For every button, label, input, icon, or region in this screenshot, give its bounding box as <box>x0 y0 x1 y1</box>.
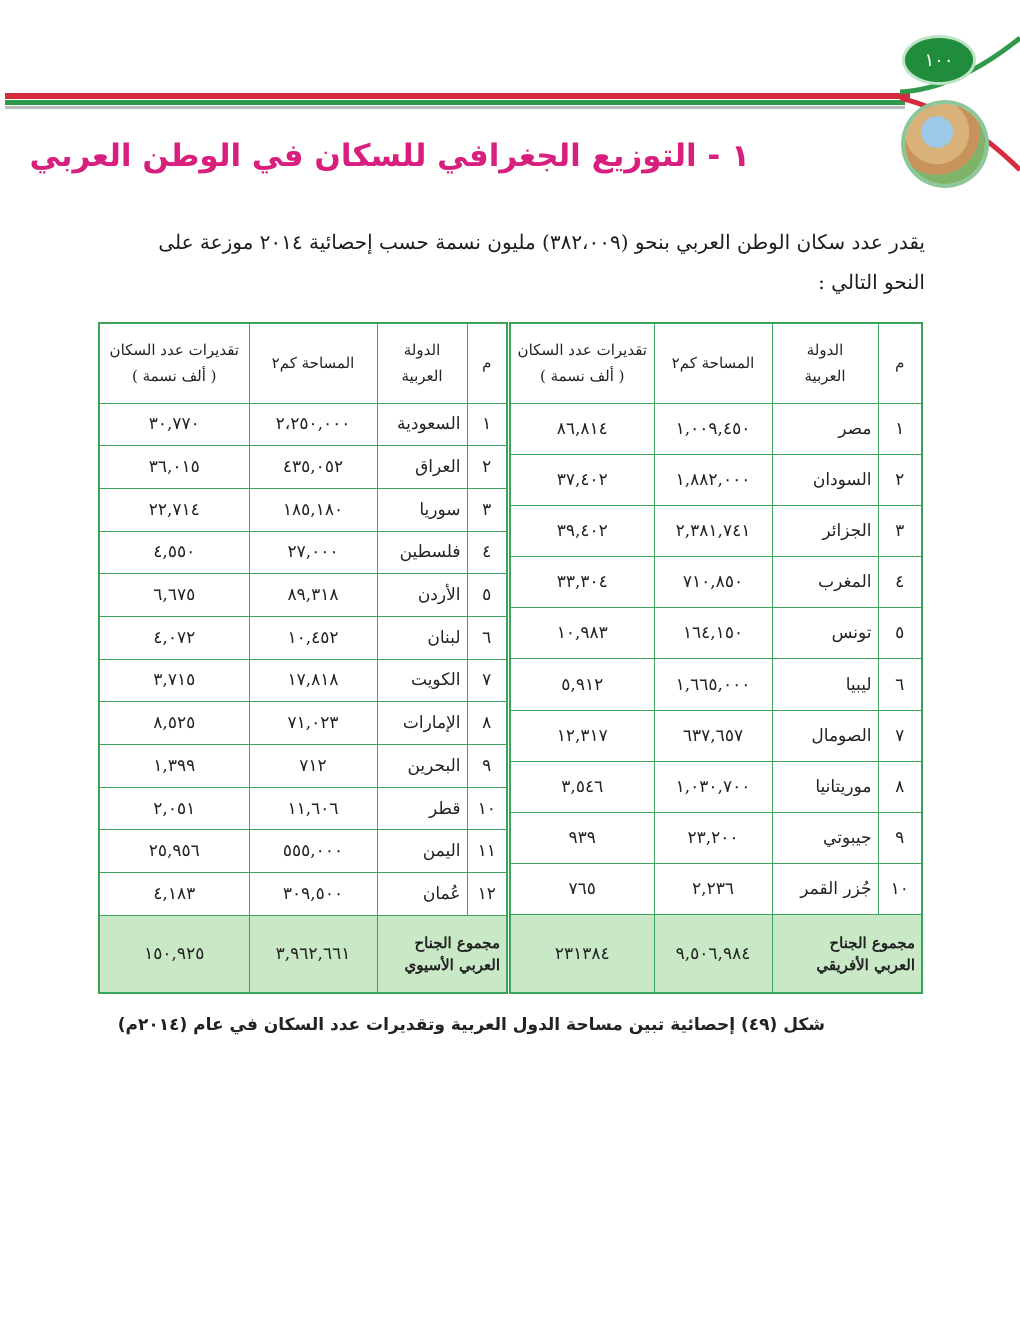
row-country: تونس <box>772 608 878 659</box>
row-area: ٢٧,٠٠٠ <box>249 531 377 574</box>
table-row <box>99 702 507 745</box>
header-country <box>772 323 878 403</box>
row-country: جُزر القمر <box>772 864 878 915</box>
row-country: الأردن <box>377 574 467 617</box>
header-pop-line2: ( ألف نسمة ) <box>131 367 217 386</box>
row-number: ١٢ <box>467 873 507 916</box>
header-area: المساحة كم٢ <box>249 323 377 403</box>
row-country: قطر <box>377 787 467 830</box>
row-area: ٣٠٩,٥٠٠ <box>249 873 377 916</box>
total-population: ٢٣١٣٨٤ <box>510 915 654 993</box>
header-pop-line2: ( ألف نسمة ) <box>539 367 625 386</box>
row-number: ٥ <box>878 608 922 659</box>
row-area: ١١,٦٠٦ <box>249 787 377 830</box>
row-number: ٣ <box>467 488 507 531</box>
map-thumbnail-icon <box>905 104 985 184</box>
total-label-line2: العربي الأسيوي <box>404 956 500 974</box>
row-country: البحرين <box>377 745 467 788</box>
total-area: ٩,٥٠٦,٩٨٤ <box>654 915 772 993</box>
row-country: العراق <box>377 446 467 489</box>
row-number: ٩ <box>878 813 922 864</box>
row-area: ١,٨٨٢,٠٠٠ <box>654 454 772 505</box>
row-population: ٥,٩١٢ <box>510 659 654 710</box>
row-country: الجزائر <box>772 505 878 556</box>
row-population: ٦,٦٧٥ <box>99 574 249 617</box>
row-number: ١ <box>878 403 922 454</box>
row-country: السودان <box>772 454 878 505</box>
total-label-line1: مجموع الجناح <box>414 934 500 952</box>
asian-countries-table <box>98 322 508 994</box>
row-country: المغرب <box>772 557 878 608</box>
intro-line-1: يقدر عدد سكان الوطن العربي بنحو (٣٨٢،٠٠٩) مليون نسمة حسب إحصائية ٢٠١٤ موزعة على <box>158 230 925 254</box>
total-area: ٣,٩٦٢,٦٦١ <box>249 915 377 993</box>
row-number: ١٠ <box>467 787 507 830</box>
table-row <box>510 608 922 659</box>
row-area: ١,٠٠٩,٤٥٠ <box>654 403 772 454</box>
row-area: ٧١٠,٨٥٠ <box>654 557 772 608</box>
row-population: ٢٢,٧١٤ <box>99 488 249 531</box>
row-number: ٧ <box>878 710 922 761</box>
page-number-badge: ١٠٠ <box>905 38 973 82</box>
figure-caption: شكل (٤٩) إحصائية تبين مساحة الدول العربية وتقديرات عدد السكان في عام (٢٠١٤م) <box>117 1015 825 1035</box>
table-row <box>510 403 922 454</box>
row-number: ٧ <box>467 659 507 702</box>
table-row <box>99 446 507 489</box>
row-country: الإمارات <box>377 702 467 745</box>
row-population: ٢,٠٥١ <box>99 787 249 830</box>
row-population: ١,٣٩٩ <box>99 745 249 788</box>
row-number: ٦ <box>878 659 922 710</box>
total-label-line2: العربي الأفريقي <box>816 955 915 974</box>
row-area: ٧١,٠٢٣ <box>249 702 377 745</box>
row-area: ٤٣٥,٠٥٢ <box>249 446 377 489</box>
row-number: ٣ <box>878 505 922 556</box>
row-number: ١٠ <box>878 864 922 915</box>
row-country: فلسطين <box>377 531 467 574</box>
intro-line-2: النحو التالي : <box>818 270 925 294</box>
row-country: لبنان <box>377 616 467 659</box>
table-row <box>510 557 922 608</box>
section-title: ١ - التوزيع الجغرافي للسكان في الوطن العربي <box>29 138 750 174</box>
table-row <box>510 813 922 864</box>
row-area: ١٨٥,١٨٠ <box>249 488 377 531</box>
header-country-line2: العربية <box>804 367 846 386</box>
header-stripe-green <box>5 100 905 105</box>
row-area: ٧١٢ <box>249 745 377 788</box>
row-number: ١ <box>467 403 507 446</box>
row-country: اليمن <box>377 830 467 873</box>
row-area: ١٧,٨١٨ <box>249 659 377 702</box>
table-row <box>510 710 922 761</box>
row-population: ٣٠,٧٧٠ <box>99 403 249 446</box>
header-stripe-grey <box>5 106 905 109</box>
row-area: ٢,٢٣٦ <box>654 864 772 915</box>
table-row <box>99 531 507 574</box>
row-population: ٣,٧١٥ <box>99 659 249 702</box>
row-population: ٤,٠٧٢ <box>99 616 249 659</box>
header-stripe-red <box>5 93 910 99</box>
row-area: ٨٩,٣١٨ <box>249 574 377 617</box>
table-row <box>99 787 507 830</box>
row-country: سوريا <box>377 488 467 531</box>
row-population: ٨٦,٨١٤ <box>510 403 654 454</box>
row-country: مصر <box>772 403 878 454</box>
row-area: ٢,٣٨١,٧٤١ <box>654 505 772 556</box>
table-row <box>99 873 507 916</box>
table-row <box>99 830 507 873</box>
table-row <box>99 403 507 446</box>
table-header-row <box>99 323 507 403</box>
row-number: ٨ <box>878 761 922 812</box>
row-country: الصومال <box>772 710 878 761</box>
total-label <box>377 915 507 993</box>
row-population: ٣٧,٤٠٢ <box>510 454 654 505</box>
row-number: ٥ <box>467 574 507 617</box>
header-country <box>377 323 467 403</box>
header-num: م <box>467 323 507 403</box>
row-country: ليبيا <box>772 659 878 710</box>
row-number: ٦ <box>467 616 507 659</box>
header-country-line1: الدولة <box>403 341 441 360</box>
row-population: ٨,٥٢٥ <box>99 702 249 745</box>
header-country-line1: الدولة <box>806 341 844 360</box>
total-label-line1: مجموع الجناح <box>829 933 915 952</box>
row-area: ٢٣,٢٠٠ <box>654 813 772 864</box>
row-population: ٢٥,٩٥٦ <box>99 830 249 873</box>
row-country: عُمان <box>377 873 467 916</box>
row-number: ٩ <box>467 745 507 788</box>
row-population: ٧٦٥ <box>510 864 654 915</box>
row-area: ١٦٤,١٥٠ <box>654 608 772 659</box>
total-label <box>772 915 922 993</box>
row-number: ١١ <box>467 830 507 873</box>
total-row <box>510 915 922 993</box>
row-population: ١٢,٣١٧ <box>510 710 654 761</box>
row-population: ٩٣٩ <box>510 813 654 864</box>
row-number: ٢ <box>467 446 507 489</box>
row-area: ٥٥٥,٠٠٠ <box>249 830 377 873</box>
row-number: ٤ <box>878 557 922 608</box>
header-pop <box>99 323 249 403</box>
row-country: جيبوتي <box>772 813 878 864</box>
row-population: ٤,١٨٣ <box>99 873 249 916</box>
african-countries-table <box>509 322 923 994</box>
row-country: الكويت <box>377 659 467 702</box>
table-row <box>510 864 922 915</box>
table-row <box>510 659 922 710</box>
table-header-row <box>510 323 922 403</box>
row-population: ٤,٥٥٠ <box>99 531 249 574</box>
row-area: ٦٣٧,٦٥٧ <box>654 710 772 761</box>
table-row <box>510 761 922 812</box>
table-row <box>99 616 507 659</box>
total-row <box>99 915 507 993</box>
row-area: ٢،٢٥٠,٠٠٠ <box>249 403 377 446</box>
row-area: ١,٦٦٥,٠٠٠ <box>654 659 772 710</box>
row-country: السعودية <box>377 403 467 446</box>
header-pop-line1: تقديرات عدد السكان <box>109 341 239 360</box>
header-pop-line1: تقديرات عدد السكان <box>517 341 647 360</box>
row-population: ٣٦,٠١٥ <box>99 446 249 489</box>
header-pop <box>510 323 654 403</box>
total-population: ١٥٠,٩٢٥ <box>99 915 249 993</box>
row-area: ١٠,٤٥٢ <box>249 616 377 659</box>
row-number: ٢ <box>878 454 922 505</box>
table-row <box>510 454 922 505</box>
row-population: ١٠,٩٨٣ <box>510 608 654 659</box>
row-number: ٤ <box>467 531 507 574</box>
row-country: موريتانيا <box>772 761 878 812</box>
table-row <box>99 659 507 702</box>
row-population: ٣٣,٣٠٤ <box>510 557 654 608</box>
table-row <box>99 488 507 531</box>
header-num: م <box>878 323 922 403</box>
intro-paragraph <box>125 222 925 302</box>
table-row <box>510 505 922 556</box>
row-area: ١,٠٣٠,٧٠٠ <box>654 761 772 812</box>
header-country-line2: العربية <box>401 367 443 386</box>
header-area: المساحة كم٢ <box>654 323 772 403</box>
table-row <box>99 745 507 788</box>
row-number: ٨ <box>467 702 507 745</box>
row-population: ٣,٥٤٦ <box>510 761 654 812</box>
row-population: ٣٩,٤٠٢ <box>510 505 654 556</box>
table-row <box>99 574 507 617</box>
